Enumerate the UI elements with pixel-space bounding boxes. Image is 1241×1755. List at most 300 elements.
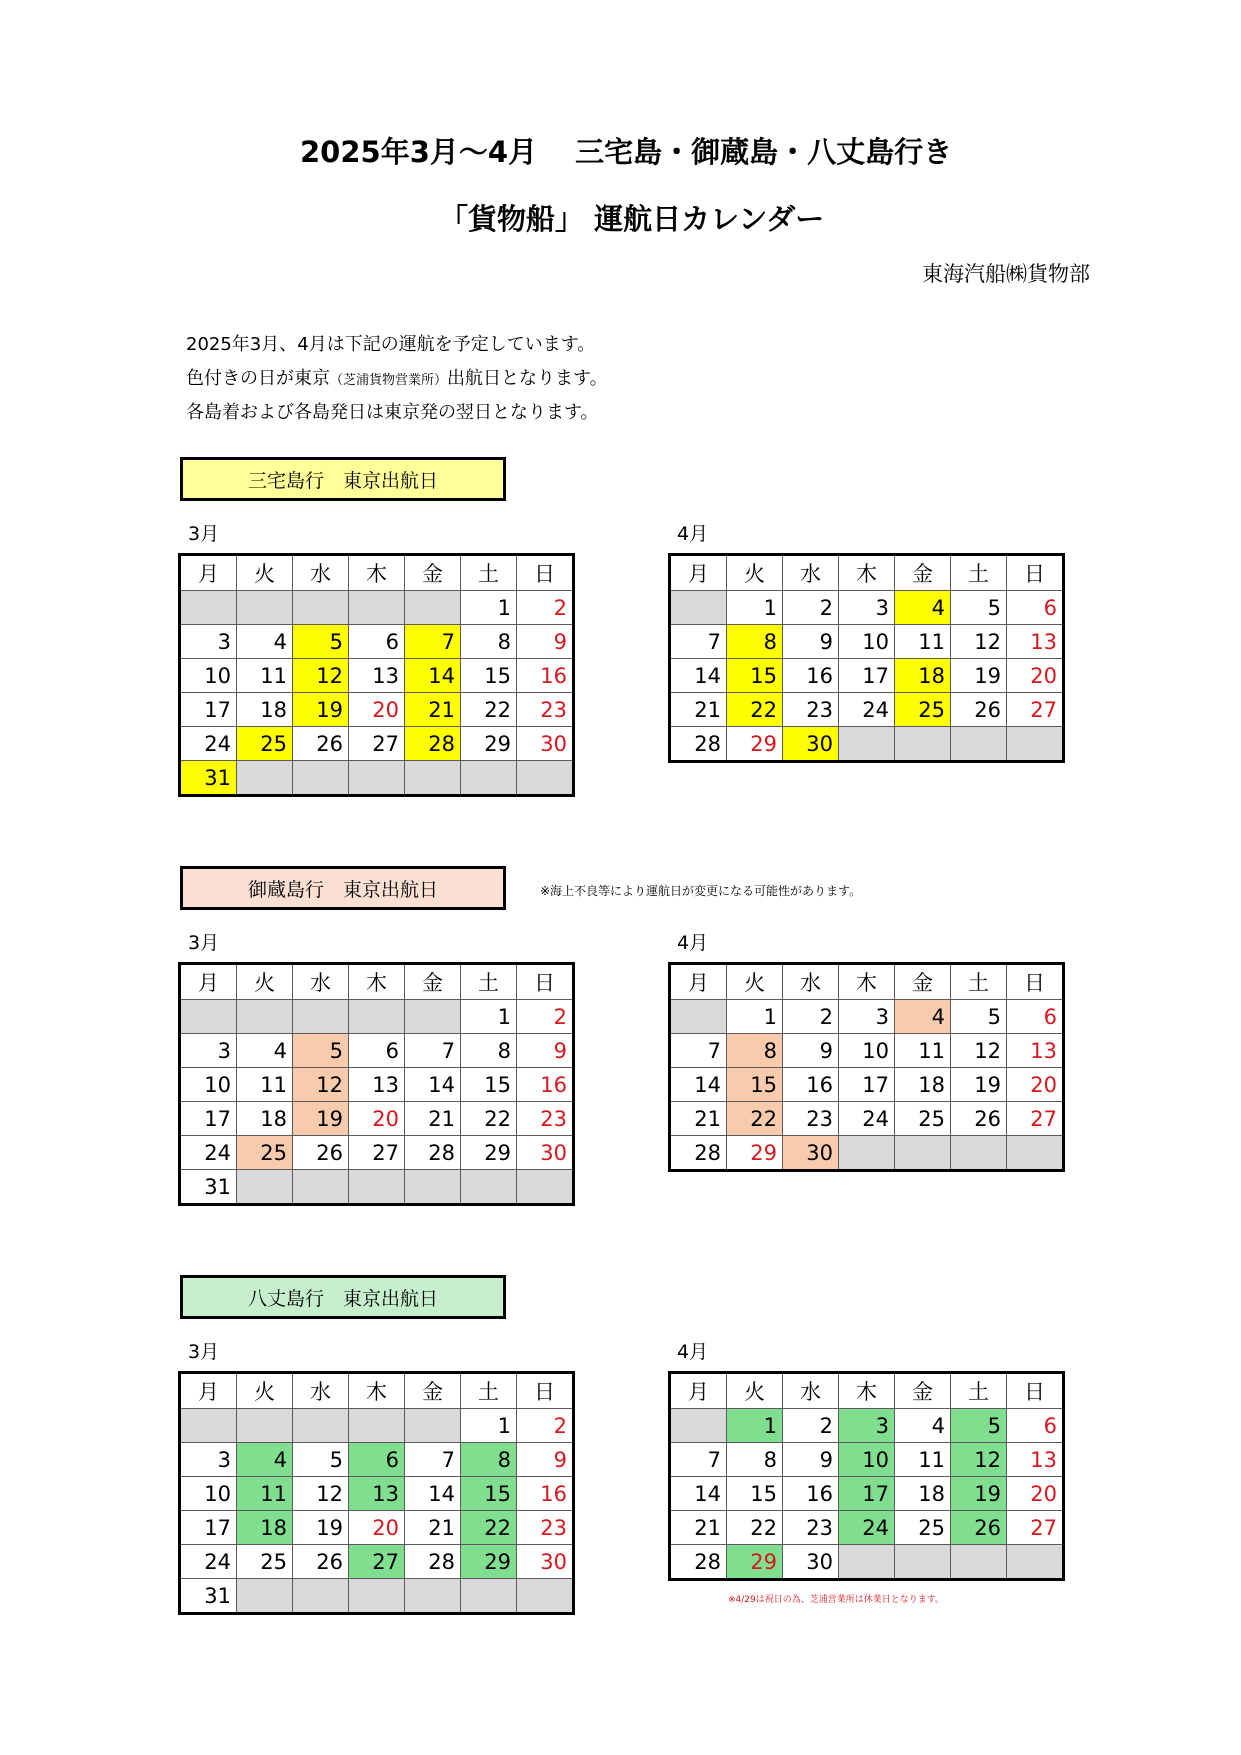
day-cell: 6	[349, 1034, 405, 1068]
day-cell: 30	[517, 727, 573, 761]
weekday-header: 火	[727, 1374, 783, 1409]
weekday-header: 月	[181, 1374, 237, 1409]
day-cell: 18	[895, 1477, 951, 1511]
day-cell: 11	[237, 659, 293, 693]
departure-day-cell: 30	[783, 727, 839, 761]
day-cell: 10	[181, 659, 237, 693]
day-cell: 26	[293, 1545, 349, 1579]
departure-day-cell: 4	[895, 591, 951, 625]
blank-day-cell	[461, 1170, 517, 1204]
weekday-header-row	[671, 1374, 1063, 1409]
day-cell: 25	[237, 1545, 293, 1579]
week-row	[671, 727, 1063, 761]
day-cell: 21	[405, 1511, 461, 1545]
day-cell: 2	[783, 591, 839, 625]
departure-day-cell: 12	[951, 1443, 1007, 1477]
page-title	[300, 130, 952, 171]
weekday-header: 日	[517, 965, 573, 1000]
departure-day-cell: 11	[237, 1477, 293, 1511]
intro-line-3: 各島着および各島発日は東京発の翌日となります。	[186, 402, 599, 423]
day-cell: 11	[895, 1034, 951, 1068]
day-cell: 15	[727, 1477, 783, 1511]
day-cell: 24	[839, 1102, 895, 1136]
day-cell: 2	[517, 1000, 573, 1034]
day-cell: 4	[895, 1409, 951, 1443]
departure-day-cell: 12	[293, 659, 349, 693]
day-cell: 1	[461, 1000, 517, 1034]
month-label-march: 3月	[188, 932, 220, 954]
day-cell: 11	[895, 1443, 951, 1477]
day-cell: 3	[181, 1034, 237, 1068]
day-cell: 20	[1007, 1477, 1063, 1511]
day-cell: 16	[783, 1068, 839, 1102]
week-row	[181, 1443, 573, 1477]
blank-day-cell	[405, 1000, 461, 1034]
week-row	[671, 1000, 1063, 1034]
weekday-header-row	[181, 965, 573, 1000]
week-row	[181, 1102, 573, 1136]
day-cell: 21	[671, 693, 727, 727]
week-row	[671, 1545, 1063, 1579]
departure-day-cell: 15	[727, 659, 783, 693]
week-row	[671, 1136, 1063, 1170]
day-cell: 1	[727, 1000, 783, 1034]
day-cell: 26	[293, 727, 349, 761]
weekday-header: 金	[895, 556, 951, 591]
week-row	[181, 1545, 573, 1579]
week-row	[671, 1511, 1063, 1545]
weekday-header: 土	[461, 1374, 517, 1409]
day-cell: 23	[517, 1102, 573, 1136]
blank-day-cell	[839, 1545, 895, 1579]
weekday-header: 火	[727, 965, 783, 1000]
day-cell: 17	[181, 693, 237, 727]
day-cell: 14	[405, 1068, 461, 1102]
day-cell: 6	[1007, 1409, 1063, 1443]
day-cell: 24	[181, 727, 237, 761]
day-cell: 23	[783, 1102, 839, 1136]
day-cell: 22	[727, 1511, 783, 1545]
week-row	[181, 1511, 573, 1545]
day-cell: 15	[461, 1068, 517, 1102]
blank-day-cell	[461, 1579, 517, 1613]
day-cell: 10	[839, 625, 895, 659]
weekday-header: 木	[839, 556, 895, 591]
blank-day-cell	[671, 591, 727, 625]
blank-day-cell	[237, 1579, 293, 1613]
blank-day-cell	[181, 1409, 237, 1443]
day-cell: 9	[517, 625, 573, 659]
blank-day-cell	[237, 591, 293, 625]
intro-line-2-small: （芝浦貨物営業所）	[330, 373, 448, 388]
blank-day-cell	[1007, 1545, 1063, 1579]
departure-day-cell: 8	[727, 1034, 783, 1068]
blank-day-cell	[405, 761, 461, 795]
month-label-april: 4月	[677, 932, 709, 954]
day-cell: 20	[1007, 659, 1063, 693]
departure-day-cell: 18	[895, 659, 951, 693]
day-cell: 16	[783, 659, 839, 693]
weekday-header: 日	[1007, 1374, 1063, 1409]
departure-day-cell: 6	[349, 1443, 405, 1477]
departure-day-cell: 15	[727, 1068, 783, 1102]
day-cell: 1	[727, 591, 783, 625]
day-cell: 17	[181, 1102, 237, 1136]
week-row	[181, 693, 573, 727]
departure-day-cell: 29	[727, 1545, 783, 1579]
day-cell: 15	[461, 659, 517, 693]
weekday-header: 木	[349, 965, 405, 1000]
day-cell: 24	[181, 1545, 237, 1579]
intro-line-2-before: 色付きの日が東京	[186, 368, 330, 389]
weekday-header: 水	[783, 965, 839, 1000]
blank-day-cell	[349, 1000, 405, 1034]
day-cell: 14	[671, 1068, 727, 1102]
week-row	[181, 1579, 573, 1613]
day-cell: 22	[461, 1102, 517, 1136]
blank-day-cell	[405, 1170, 461, 1204]
departure-day-cell: 7	[405, 625, 461, 659]
week-row	[671, 659, 1063, 693]
section-label-hachijo: 八丈島行 東京出航日	[180, 1275, 506, 1319]
blank-day-cell	[293, 761, 349, 795]
blank-day-cell	[1007, 1136, 1063, 1170]
intro-line-2-after: 出航日となります。	[447, 368, 608, 389]
blank-day-cell	[349, 1409, 405, 1443]
day-cell: 5	[951, 591, 1007, 625]
day-cell: 29	[727, 1136, 783, 1170]
departure-day-cell: 26	[951, 1511, 1007, 1545]
day-cell: 19	[293, 1511, 349, 1545]
month-label-april: 4月	[677, 1341, 709, 1363]
week-row	[181, 761, 573, 795]
weekday-header: 木	[349, 556, 405, 591]
week-row	[181, 1000, 573, 1034]
departure-day-cell: 24	[839, 1511, 895, 1545]
weekday-header-row	[181, 1374, 573, 1409]
day-cell: 19	[951, 659, 1007, 693]
blank-day-cell	[293, 1170, 349, 1204]
blank-day-cell	[237, 761, 293, 795]
day-cell: 6	[1007, 591, 1063, 625]
company-name: 東海汽船㈱貨物部	[922, 262, 1090, 286]
weather-note: ※海上不良等により運航日が変更になる可能性があります。	[540, 884, 862, 898]
weekday-header: 月	[671, 556, 727, 591]
blank-day-cell	[349, 1579, 405, 1613]
blank-day-cell	[349, 761, 405, 795]
blank-day-cell	[237, 1000, 293, 1034]
day-cell: 7	[671, 625, 727, 659]
day-cell: 23	[783, 693, 839, 727]
blank-day-cell	[951, 727, 1007, 761]
day-cell: 6	[1007, 1000, 1063, 1034]
day-cell: 25	[895, 1511, 951, 1545]
weekday-header-row	[671, 965, 1063, 1000]
blank-day-cell	[349, 591, 405, 625]
day-cell: 4	[237, 1034, 293, 1068]
blank-day-cell	[405, 1579, 461, 1613]
week-row	[671, 1477, 1063, 1511]
blank-day-cell	[293, 1000, 349, 1034]
day-cell: 29	[461, 1136, 517, 1170]
departure-day-cell: 22	[727, 1102, 783, 1136]
week-row	[181, 1068, 573, 1102]
departure-day-cell: 8	[727, 625, 783, 659]
day-cell: 7	[671, 1034, 727, 1068]
departure-day-cell: 27	[349, 1545, 405, 1579]
day-cell: 18	[237, 1102, 293, 1136]
day-cell: 27	[349, 727, 405, 761]
day-cell: 20	[1007, 1068, 1063, 1102]
day-cell: 28	[671, 1136, 727, 1170]
intro-line-1: 2025年3月、4月は下記の運航を予定しています。	[186, 334, 596, 355]
day-cell: 14	[671, 659, 727, 693]
week-row	[671, 625, 1063, 659]
day-cell: 27	[1007, 1511, 1063, 1545]
month-label-march: 3月	[188, 1341, 220, 1363]
weekday-header: 水	[293, 965, 349, 1000]
day-cell: 13	[349, 1068, 405, 1102]
day-cell: 18	[237, 693, 293, 727]
departure-day-cell: 18	[237, 1511, 293, 1545]
weekday-header: 火	[237, 556, 293, 591]
day-cell: 16	[517, 659, 573, 693]
day-cell: 1	[461, 1409, 517, 1443]
weekday-header: 金	[405, 1374, 461, 1409]
day-cell: 28	[405, 1545, 461, 1579]
day-cell: 9	[517, 1443, 573, 1477]
blank-day-cell	[839, 1136, 895, 1170]
weekday-header: 土	[461, 556, 517, 591]
departure-day-cell: 28	[405, 727, 461, 761]
day-cell: 20	[349, 693, 405, 727]
calendar-hachijo-april	[670, 1373, 1063, 1579]
day-cell: 2	[783, 1409, 839, 1443]
day-cell: 9	[517, 1034, 573, 1068]
weekday-header: 日	[517, 1374, 573, 1409]
day-cell: 8	[461, 1034, 517, 1068]
weekday-header: 日	[1007, 965, 1063, 1000]
blank-day-cell	[671, 1409, 727, 1443]
day-cell: 30	[783, 1545, 839, 1579]
day-cell: 7	[405, 1034, 461, 1068]
blank-day-cell	[951, 1545, 1007, 1579]
calendar-miyake-april	[670, 555, 1063, 761]
departure-day-cell: 4	[895, 1000, 951, 1034]
blank-day-cell	[293, 1579, 349, 1613]
day-cell: 28	[671, 1545, 727, 1579]
week-row	[181, 591, 573, 625]
departure-day-cell: 29	[461, 1545, 517, 1579]
blank-day-cell	[237, 1170, 293, 1204]
blank-day-cell	[349, 1170, 405, 1204]
day-cell: 31	[181, 1170, 237, 1204]
departure-day-cell: 22	[461, 1511, 517, 1545]
departure-day-cell: 4	[237, 1443, 293, 1477]
day-cell: 29	[461, 727, 517, 761]
week-row	[671, 591, 1063, 625]
departure-day-cell: 21	[405, 693, 461, 727]
week-row	[181, 727, 573, 761]
blank-day-cell	[1007, 727, 1063, 761]
day-cell: 4	[237, 625, 293, 659]
week-row	[181, 1034, 573, 1068]
day-cell: 28	[671, 727, 727, 761]
weekday-header: 木	[839, 1374, 895, 1409]
day-cell: 3	[181, 1443, 237, 1477]
departure-day-cell: 17	[839, 1477, 895, 1511]
weekday-header-row	[671, 556, 1063, 591]
day-cell: 7	[671, 1443, 727, 1477]
day-cell: 9	[783, 1034, 839, 1068]
day-cell: 5	[293, 1443, 349, 1477]
weekday-header: 水	[783, 556, 839, 591]
section-label-mikura: 御蔵島行 東京出航日	[180, 866, 506, 910]
day-cell: 29	[727, 727, 783, 761]
weekday-header: 月	[181, 965, 237, 1000]
day-cell: 19	[951, 1068, 1007, 1102]
day-cell: 26	[951, 1102, 1007, 1136]
blank-day-cell	[405, 591, 461, 625]
day-cell: 12	[951, 1034, 1007, 1068]
weekday-header: 金	[895, 1374, 951, 1409]
day-cell: 11	[237, 1068, 293, 1102]
calendar-hachijo-march	[180, 1373, 573, 1613]
departure-day-cell: 25	[237, 1136, 293, 1170]
day-cell: 14	[671, 1477, 727, 1511]
day-cell: 13	[349, 659, 405, 693]
weekday-header: 金	[405, 965, 461, 1000]
blank-day-cell	[293, 591, 349, 625]
week-row	[181, 1477, 573, 1511]
blank-day-cell	[517, 761, 573, 795]
week-row	[671, 1068, 1063, 1102]
day-cell: 30	[517, 1136, 573, 1170]
day-cell: 24	[181, 1136, 237, 1170]
day-cell: 17	[839, 659, 895, 693]
title-period: 2025年3月～4月	[300, 135, 538, 169]
departure-day-cell: 25	[237, 727, 293, 761]
weekday-header: 金	[405, 556, 461, 591]
blank-day-cell	[293, 1409, 349, 1443]
day-cell: 23	[517, 693, 573, 727]
day-cell: 20	[349, 1511, 405, 1545]
page-subtitle: 「貨物船」 運航日カレンダー	[439, 202, 825, 236]
departure-day-cell: 3	[839, 1409, 895, 1443]
week-row	[671, 1102, 1063, 1136]
weekday-header: 火	[237, 965, 293, 1000]
day-cell: 17	[181, 1511, 237, 1545]
weekday-header: 金	[895, 965, 951, 1000]
blank-day-cell	[181, 1000, 237, 1034]
day-cell: 27	[1007, 693, 1063, 727]
day-cell: 11	[895, 625, 951, 659]
day-cell: 8	[461, 625, 517, 659]
day-cell: 26	[951, 693, 1007, 727]
day-cell: 13	[1007, 1034, 1063, 1068]
departure-day-cell: 5	[951, 1409, 1007, 1443]
calendar-mikura-april	[670, 964, 1063, 1170]
day-cell: 8	[727, 1443, 783, 1477]
week-row	[671, 1034, 1063, 1068]
day-cell: 23	[517, 1511, 573, 1545]
week-row	[181, 1409, 573, 1443]
departure-day-cell: 1	[727, 1409, 783, 1443]
blank-day-cell	[895, 727, 951, 761]
day-cell: 5	[951, 1000, 1007, 1034]
day-cell: 13	[1007, 1443, 1063, 1477]
calendar-mikura-march	[180, 964, 573, 1204]
day-cell: 28	[405, 1136, 461, 1170]
section-label-miyake: 三宅島行 東京出航日	[180, 457, 506, 501]
holiday-note: ※4/29は祝日の為、芝浦営業所は休業日となります。	[728, 1595, 945, 1605]
day-cell: 17	[839, 1068, 895, 1102]
blank-day-cell	[461, 761, 517, 795]
day-cell: 21	[671, 1102, 727, 1136]
day-cell: 7	[405, 1443, 461, 1477]
departure-day-cell: 19	[951, 1477, 1007, 1511]
weekday-header-row	[181, 556, 573, 591]
day-cell: 20	[349, 1102, 405, 1136]
day-cell: 12	[951, 625, 1007, 659]
blank-day-cell	[895, 1136, 951, 1170]
day-cell: 27	[1007, 1102, 1063, 1136]
departure-day-cell: 22	[727, 693, 783, 727]
departure-day-cell: 25	[895, 693, 951, 727]
departure-day-cell: 31	[181, 761, 237, 795]
weekday-header: 火	[237, 1374, 293, 1409]
weekday-header: 土	[951, 1374, 1007, 1409]
day-cell: 22	[461, 693, 517, 727]
day-cell: 10	[181, 1068, 237, 1102]
day-cell: 21	[405, 1102, 461, 1136]
month-label-april: 4月	[677, 523, 709, 545]
blank-day-cell	[951, 1136, 1007, 1170]
week-row	[671, 1443, 1063, 1477]
weekday-header: 土	[951, 556, 1007, 591]
weekday-header: 月	[671, 965, 727, 1000]
departure-day-cell: 30	[783, 1136, 839, 1170]
day-cell: 25	[895, 1102, 951, 1136]
day-cell: 3	[839, 1000, 895, 1034]
day-cell: 9	[783, 1443, 839, 1477]
weekday-header: 水	[293, 556, 349, 591]
day-cell: 14	[405, 1477, 461, 1511]
departure-day-cell: 19	[293, 693, 349, 727]
departure-day-cell: 13	[349, 1477, 405, 1511]
blank-day-cell	[181, 591, 237, 625]
blank-day-cell	[895, 1545, 951, 1579]
departure-day-cell: 8	[461, 1443, 517, 1477]
week-row	[181, 1170, 573, 1204]
departure-day-cell: 15	[461, 1477, 517, 1511]
day-cell: 27	[349, 1136, 405, 1170]
weekday-header: 木	[839, 965, 895, 1000]
weekday-header: 火	[727, 556, 783, 591]
day-cell: 2	[517, 1409, 573, 1443]
week-row	[181, 625, 573, 659]
blank-day-cell	[237, 1409, 293, 1443]
day-cell: 31	[181, 1579, 237, 1613]
weekday-header: 日	[517, 556, 573, 591]
blank-day-cell	[517, 1170, 573, 1204]
weekday-header: 土	[951, 965, 1007, 1000]
weekday-header: 土	[461, 965, 517, 1000]
day-cell: 6	[349, 625, 405, 659]
weekday-header: 水	[783, 1374, 839, 1409]
week-row	[181, 659, 573, 693]
calendar-miyake-march	[180, 555, 573, 795]
